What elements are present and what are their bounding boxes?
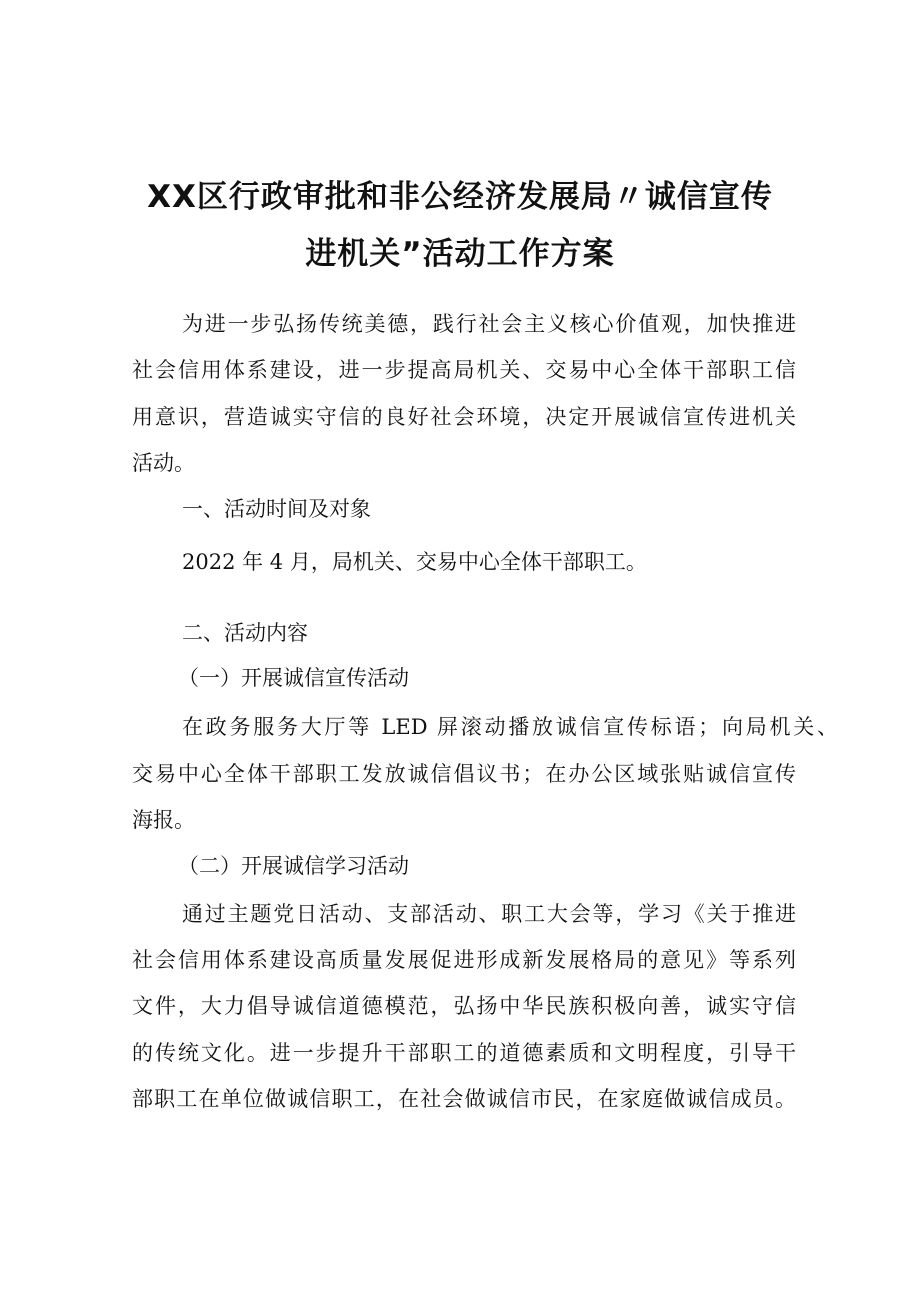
subsection-2-line-2: 社会信用体系建设高质量发展促进形成新发展格局的意见》等系列 [132, 948, 796, 972]
subsection-2-line-5: 部职工在单位做诚信职工，在社会做诚信市民，在家庭做诚信成员。 [132, 1087, 796, 1111]
subsection-1-line-1: 在政务服务大厅等 LED 屏滚动播放诚信宣传标语；向局机关、 [182, 715, 838, 739]
subsection-2-line-4: 的传统文化。进一步提升干部职工的道德素质和文明程度，引导干 [132, 1041, 796, 1065]
document-title-line-1: XX区行政审批和非公经济发展局〃诚信宣传 [147, 179, 773, 215]
intro-paragraph-line-1: 为进一步弘扬传统美德，践行社会主义核心价值观，加快推进 [182, 312, 796, 336]
subsection-1-line-2: 交易中心全体干部职工发放诚信倡议书；在办公区域张贴诚信宣传 [132, 762, 796, 786]
section-2-heading: 二、活动内容 [182, 621, 308, 645]
intro-paragraph-line-4: 活动。 [132, 451, 195, 475]
intro-paragraph-line-2: 社会信用体系建设，进一步提高局机关、交易中心全体干部职工信 [132, 358, 796, 382]
subsection-1-line-3: 海报。 [132, 808, 195, 832]
document-title-line-2: 进机关”活动工作方案 [305, 236, 615, 272]
subsection-2-line-3: 文件，大力倡导诚信道德模范，弘扬中华民族积极向善，诚实守信 [132, 994, 796, 1018]
intro-paragraph-line-3: 用意识，营造诚实守信的良好社会环境，决定开展诚信宣传进机关 [132, 405, 796, 429]
section-1-body: 2022 年 4 月，局机关、交易中心全体干部职工。 [182, 550, 647, 574]
subsection-2-heading: （二）开展诚信学习活动 [178, 854, 409, 878]
subsection-1-heading: （一）开展诚信宣传活动 [178, 666, 409, 690]
section-1-heading: 一、活动时间及对象 [182, 497, 371, 521]
subsection-2-line-1: 通过主题党日活动、支部活动、职工大会等，学习《关于推进 [182, 902, 796, 926]
